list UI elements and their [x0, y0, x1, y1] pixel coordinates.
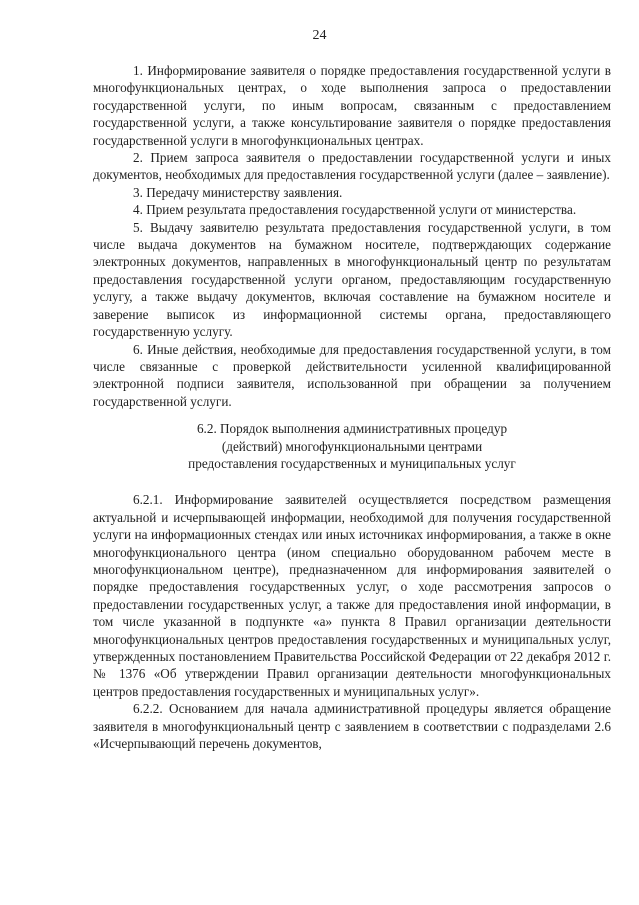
paragraph-2: 2. Прием запроса заявителя о предоставлении государственной услуги и иных документов, необходимых для предоставления государственной услуги (далее – заявление).: [93, 150, 611, 183]
section-heading-line-2: (действий) многофункциональными центрами: [221, 438, 483, 454]
paragraph-3: 3. Передачу министерству заявления.: [133, 184, 343, 200]
section-heading-line-1: 6.2. Порядок выполнения административных процедур: [196, 421, 508, 437]
paragraph-6-2-1: 6.2.1. Информирование заявителей осуществляется посредством размещения актуальной и исчерпывающей информации, необходимой для получения государственной услуги на информационных стендах или иных источниках информирования, а также в окне многофункционального центра (ином специально оборудованном рабочем месте в многофункциональном центре), предназначенном для информирования заявителей о порядке предоставления государственных услуг, о ходе рассмотрения запросов о предоставлении государственных услуг, а также для предоставления иной информации, в том числе указанной в подпункте «а» пункта 8 Правил организации деятельности многофункциональных центров предоставления государственных и муниципальных услуг, утвержденных постановлением Правительства Российской Федерации от 22 декабря 2012 г. № 1376 «Об утверждении Правил организации деятельности многофункциональных центров предоставления государственных и муниципальных услуг».: [93, 492, 611, 699]
paragraph-6-2-2: 6.2.2. Основанием для начала административной процедуры является обращение заявителя в многофункциональный центр с заявлением в соответствии с подразделами 2.6 «Исчерпывающий перечень документов,: [93, 701, 611, 752]
paragraph-4: 4. Прием результата предоставления государственной услуги от министерства.: [133, 202, 577, 218]
page-number: 24: [312, 28, 327, 43]
section-heading: [93, 420, 611, 472]
paragraph-1: 1. Информирование заявителя о порядке предоставления государственной услуги в многофункциональных центрах, о ходе выполнения запроса о предоставлении государственной услуги, по иным вопросам, связанным с предоставлением государственной услуги, а также консультирование заявителя о порядке предоставления государственной услуги в многофункциональных центрах.: [93, 63, 611, 148]
page-body: [93, 62, 611, 752]
paragraph-5: 5. Выдачу заявителю результата предоставления государственной услуги, в том числе выдача документов на бумажном носителе, подтверждающих содержание электронных документов, направленных в многофункциональный центр по результатам предоставления государственной услуги органом, предоставляющим государственную услугу, а также выдачу документов, включая составление на бумажном носителе и заверение выписок из информационной системы органа, предоставляющего государственную услугу.: [93, 219, 611, 340]
paragraph-6: 6. Иные действия, необходимые для предоставления государственной услуги, в том числе связанные с проверкой действительности усиленной квалифицированной электронной подписи заявителя, использованной при обращении за получением государственной услуги.: [93, 341, 611, 409]
section-heading-line-3: предоставления государственных и муниципальных услуг: [188, 455, 516, 471]
